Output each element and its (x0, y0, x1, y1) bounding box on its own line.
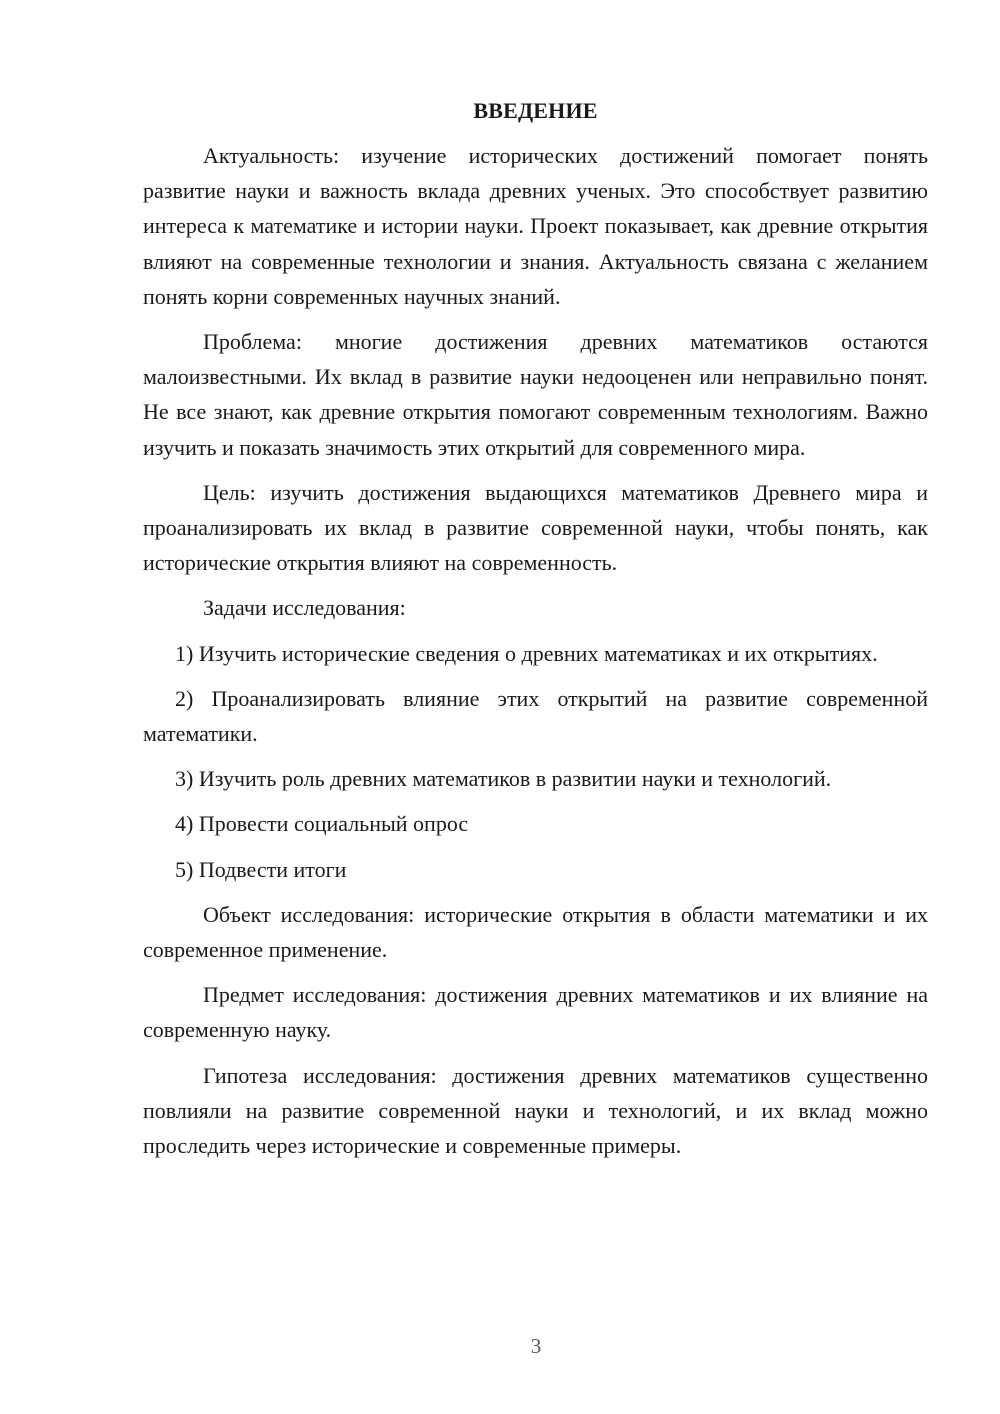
goal-paragraph: Цель: изучить достижения выдающихся математиков Древнего мира и проанализировать их вклад в развитие современной науки, чтобы понять, как исторические открытия влияют на современность. (143, 479, 928, 576)
section-heading: ВВЕДЕНИЕ (473, 98, 598, 123)
task-item-5: 5) Подвести итоги (175, 856, 347, 882)
relevance-paragraph: Актуальность: изучение исторических достижений помогает понять развитие науки и важность вклада древних ученых. Это способствует развитию интереса к математике и истории науки. Проект показывает, как древние открытия влияют на современные технологии и знания. Актуальность связана с желанием понять корни современных научных знаний. (143, 143, 928, 309)
subject-paragraph: Предмет исследования: достижения древних математиков и их влияние на современную науку. (143, 982, 928, 1043)
hypothesis-paragraph: Гипотеза исследования: достижения древних математиков существенно повлияли на развитие современной науки и технологий, и их вклад можно проследить через исторические и современные примеры. (143, 1062, 928, 1159)
page-number: 3 (530, 1334, 542, 1358)
problem-paragraph: Проблема: многие достижения древних математиков остаются малоизвестными. Их вклад в развитие науки недооценен или неправильно понят. Не все знают, как древние открытия помогают современным технологиям. Важно изучить и показать значимость этих открытий для современного мира. (143, 329, 928, 460)
object-paragraph: Объект исследования: исторические открытия в области математики и их современное применение. (143, 901, 928, 963)
tasks-title: Задачи исследования: (203, 595, 406, 621)
task-item-4: 4) Провести социальный опрос (175, 811, 469, 837)
document-page (143, 96, 928, 1173)
task-item-2: 2) Проанализировать влияние этих открытий на развитие современной математики. (143, 685, 928, 747)
task-item-3: 3) Изучить роль древних математиков в развитии науки и технологий. (175, 766, 832, 792)
task-item-1: 1) Изучить исторические сведения о древних математиках и их открытиях. (175, 640, 878, 666)
